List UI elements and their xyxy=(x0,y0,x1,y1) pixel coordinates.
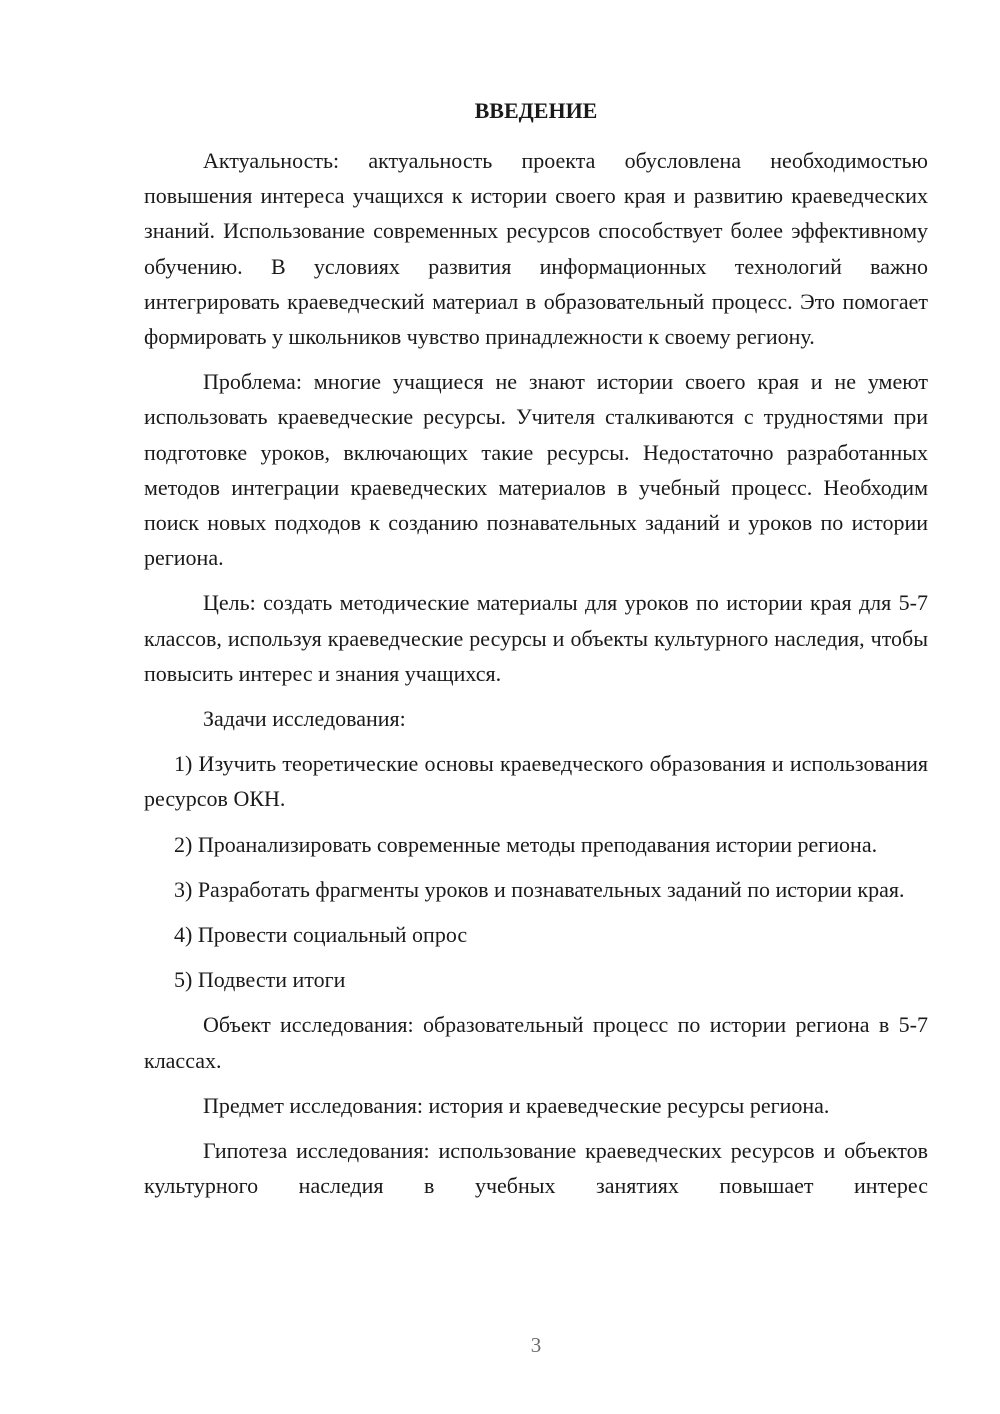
tasks-heading: Задачи исследования: xyxy=(203,706,406,732)
task-item-3: 3) Разработать фрагменты уроков и познавательных заданий по истории края. xyxy=(174,876,905,902)
paragraph-subject: Предмет исследования: история и краеведческие ресурсы региона. xyxy=(203,1092,830,1118)
task-item-1: 1) Изучить теоретические основы краеведческого образования и использования ресурсов ОКН. xyxy=(144,751,928,812)
task-item-5: 5) Подвести итоги xyxy=(174,967,346,993)
paragraph-goal: Цель: создать методические материалы для уроков по истории края для 5-7 классов, используя краеведческие ресурсы и объекты культурного наследия, чтобы повысить интерес и знания учащихся. xyxy=(144,590,928,686)
task-item-4: 4) Провести социальный опрос xyxy=(174,922,468,948)
paragraph-relevance: Актуальность: актуальность проекта обусловлена необходимостью повышения интереса учащихся к истории своего края и развитию краеведческих знаний. Использование современных ресурсов способствует более эффективному обучению. В условиях развития информационных технологий важно интегрировать краеведческий материал в образовательный процесс. Это помогает формировать у школьников чувство принадлежности к своему региону. xyxy=(144,148,928,350)
document-body xyxy=(144,143,928,1203)
task-item-2: 2) Проанализировать современные методы преподавания истории региона. xyxy=(174,831,878,857)
paragraph-object: Объект исследования: образовательный процесс по истории региона в 5-7 классах. xyxy=(144,1012,928,1073)
paragraph-problem: Проблема: многие учащиеся не знают истории своего края и не умеют использовать краеведческие ресурсы. Учителя сталкиваются с трудностями при подготовке уроков, включающих такие ресурсы. Недостаточно разработанных методов интеграции краеведческих материалов в учебный процесс. Необходим поиск новых подходов к созданию познавательных заданий и уроков по истории региона. xyxy=(144,369,928,571)
page-number: 3 xyxy=(530,1333,542,1357)
page-title: ВВЕДЕНИЕ xyxy=(474,98,598,123)
paragraph-hypothesis: Гипотеза исследования: использование краеведческих ресурсов и объектов культурного наследия в учебных занятиях повышает интерес xyxy=(144,1138,928,1199)
